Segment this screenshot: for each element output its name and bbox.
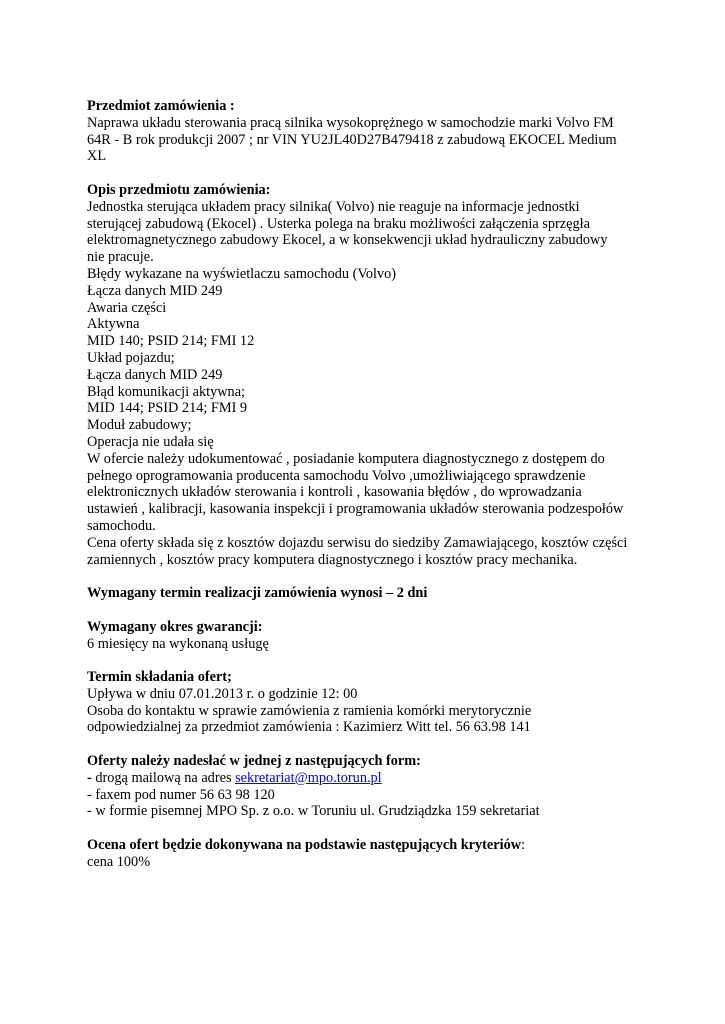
description-line: samochodu.	[87, 517, 156, 534]
forms-heading: Oferty należy nadesłać w jednej z następujących form:	[87, 753, 421, 770]
criteria-colon: :	[521, 837, 526, 854]
description-line: Aktywna	[87, 316, 140, 333]
description-line: Błąd komunikacji aktywna;	[87, 383, 246, 400]
description-line: Układ pojazdu;	[87, 349, 175, 366]
spacer	[87, 568, 687, 585]
document-page	[87, 98, 687, 871]
forms-fax-line: - faxem pod numer 56 63 98 120	[87, 786, 275, 803]
subject-line: Naprawa układu sterowania pracą silnika wysokoprężnego w samochodzie marki Volvo FM	[87, 114, 614, 131]
description-line: Jednostka sterująca układem pracy silnika( Volvo) nie reaguje na informacje jednostki	[87, 198, 580, 215]
description-heading: Opis przedmiotu zamówienia:	[87, 181, 271, 198]
description-line: ustawień , kalibracji, kasowania inspekcji i programowania układów sterowania podzespołów	[87, 501, 624, 518]
description-line: nie pracuje.	[87, 249, 154, 266]
description-line: Łącza danych MID 249	[87, 366, 223, 383]
description-line: elektromagnetycznego zabudowy Ekocel, a w konsekwencji układ hydrauliczny zabudowy	[87, 232, 608, 249]
spacer	[87, 602, 687, 619]
forms-mail-line: - w formie pisemnej MPO Sp. z o.o. w Toruniu ul. Grudziądzka 159 sekretariat	[87, 803, 540, 820]
description-line: Łącza danych MID 249	[87, 282, 223, 299]
warranty-heading: Wymagany okres gwarancji:	[87, 618, 263, 635]
deadline-heading: Wymagany termin realizacji zamówienia wynosi – 2 dni	[87, 585, 428, 602]
subject-line: XL	[87, 148, 107, 165]
description-line: Cena oferty składa się z kosztów dojazdu serwisu do siedziby Zamawiającego, kosztów części	[87, 534, 628, 551]
spacer	[87, 736, 687, 753]
submission-line: odpowiedzialnej za przedmiot zamówienia : Kazimierz Witt tel. 56 63.98 141	[87, 719, 531, 736]
description-line: Moduł zabudowy;	[87, 417, 192, 434]
submission-line: Upływa w dniu 07.01.2013 r. o godzinie 12: 00	[87, 685, 358, 702]
description-line: Awaria części	[87, 299, 167, 316]
submission-heading: Termin składania ofert;	[87, 669, 232, 686]
description-line: W ofercie należy udokumentować , posiadanie komputera diagnostycznego z dostępem do	[87, 450, 605, 467]
description-line: Błędy wykazane na wyświetlaczu samochodu (Volvo)	[87, 265, 397, 282]
forms-email-line	[87, 770, 687, 787]
description-line: zamiennych , kosztów pracy komputera diagnostycznego i kosztów pracy mechanika.	[87, 551, 578, 568]
warranty-text: 6 miesięcy na wykonaną usługę	[87, 635, 269, 652]
spacer	[87, 652, 687, 669]
submission-line: Osoba do kontaktu w sprawie zamówienia z ramienia komórki merytorycznie	[87, 702, 532, 719]
description-line: pełnego oprogramowania producenta samochodu Volvo ,umożliwiającego sprawdzenie	[87, 467, 586, 484]
description-line: MID 144; PSID 214; FMI 9	[87, 400, 248, 417]
description-line: MID 140; PSID 214; FMI 12	[87, 333, 255, 350]
description-line: sterującej zabudową (Ekocel) . Usterka polega na braku możliwości załączenia sprzęgła	[87, 215, 590, 232]
email-dash: -	[87, 769, 96, 786]
subject-heading: Przedmiot zamówienia :	[87, 98, 235, 114]
email-link[interactable]: sekretariat@mpo.torun.pl	[235, 769, 382, 786]
criteria-heading: Ocena ofert będzie dokonywana na podstawie następujących kryteriów	[87, 837, 522, 854]
description-line: Operacja nie udała się	[87, 433, 214, 450]
criteria-text: cena 100%	[87, 853, 151, 870]
email-label: drogą mailową na adres	[95, 769, 236, 786]
spacer	[87, 820, 687, 837]
description-line: elektronicznych układów sterowania i kontroli , kasowania błędów , do wprowadzania	[87, 484, 582, 501]
spacer	[87, 165, 687, 182]
criteria-heading-line	[87, 837, 687, 854]
subject-line: 64R - B rok produkcji 2007 ; nr VIN YU2JL40D27B479418 z zabudową EKOCEL Medium	[87, 131, 617, 148]
